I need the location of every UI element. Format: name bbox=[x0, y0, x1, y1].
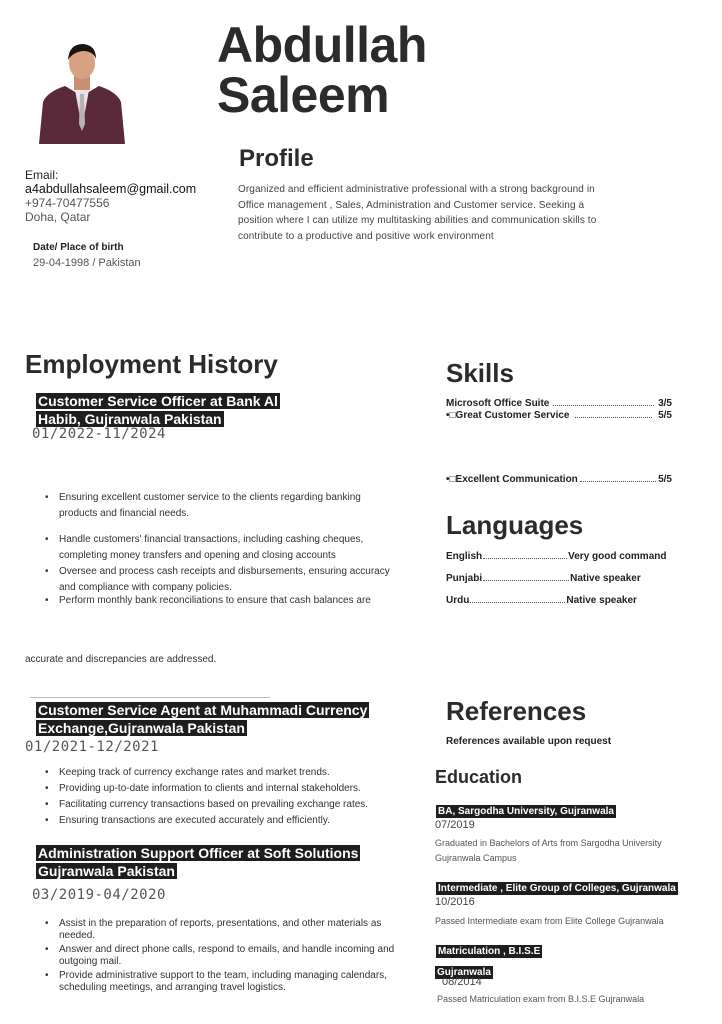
skill-name: •□Great Customer Service bbox=[446, 410, 570, 421]
email-address[interactable]: a4abdullahsaleem@gmail.com bbox=[25, 182, 197, 196]
job-title-1 bbox=[36, 393, 326, 429]
job-bullets-1 bbox=[45, 490, 400, 609]
job-bullet: • Perform monthly bank reconciliations to ensure that cash balances are bbox=[45, 593, 400, 609]
profile-line: position where I can utilize my multitasking abilities and communication skills to bbox=[238, 215, 597, 226]
employment-heading: Employment History bbox=[25, 349, 278, 379]
education-title: Gujranwala bbox=[437, 967, 491, 978]
language-row bbox=[446, 595, 672, 606]
language-level: Very good command bbox=[568, 551, 667, 562]
job-title-line: Gujranwala Pakistan bbox=[38, 863, 175, 879]
job-bullets-3 bbox=[45, 918, 415, 996]
job-bullet: • Oversee and process cash receipts and disbursements, ensuring accuracy and compliance with company policies. bbox=[45, 564, 400, 596]
language-name: Punjabi bbox=[446, 573, 483, 584]
job-title-line: Administration Support Officer at Soft Solutions bbox=[38, 845, 359, 861]
skill-name: Microsoft Office Suite bbox=[446, 398, 550, 409]
contact-info bbox=[25, 168, 196, 224]
profile-heading: Profile bbox=[239, 145, 314, 172]
skill-score: 5/5 bbox=[658, 410, 672, 421]
skill-row bbox=[446, 474, 672, 485]
dob-label: Date/ Place of birth bbox=[33, 242, 124, 253]
profile-summary bbox=[238, 182, 658, 244]
education-date: 08/2014 bbox=[442, 976, 482, 988]
job-bullet: • Providing up-to-date information to clients and internal stakeholders. bbox=[45, 781, 425, 797]
job-bullet: • Handle customers' financial transactions, including cashing cheques, completing money transfers and opening and closing accounts bbox=[45, 532, 400, 564]
education-heading: Education bbox=[435, 767, 523, 787]
profile-line: contribute to a productive and positive work environment bbox=[238, 230, 494, 242]
job-bullet: • Provide administrative support to the team, including managing calendars, scheduling meetings, and arranging travel logistics. bbox=[45, 970, 415, 994]
education-desc-line: Passed Matriculation exam from B.I.S.E Gujranwala bbox=[437, 994, 645, 1004]
first-name: Abdullah bbox=[217, 17, 427, 73]
job-bullet: • Facilitating currency transactions based on prevailing exchange rates. bbox=[45, 797, 425, 813]
job-dates-3: 03/2019-04/2020 bbox=[32, 887, 166, 903]
job-title-line: Customer Service Agent at Muhammadi Currency bbox=[38, 702, 368, 718]
job-title-line: Exchange,Gujranwala Pakistan bbox=[38, 720, 245, 736]
profile-line: Office management , Sales, Administration and Customer service. Seeking a bbox=[238, 199, 585, 211]
profile-line: Organized and efficient administrative professional with a strong background in bbox=[238, 184, 595, 195]
education-item bbox=[436, 801, 616, 819]
job-title-2 bbox=[36, 702, 416, 738]
job-bullet: • Assist in the preparation of reports, presentations, and other materials as needed. bbox=[45, 918, 415, 942]
education-desc-line: Passed Intermediate exam from Elite College Gujranwala bbox=[435, 916, 664, 926]
education-title: Intermediate , Elite Group of Colleges, Gujranwala bbox=[438, 883, 676, 894]
education-desc bbox=[437, 992, 644, 1007]
references-heading: References bbox=[446, 696, 587, 726]
skill-row bbox=[446, 398, 672, 409]
person-photo-icon bbox=[37, 36, 127, 144]
job-bullet: • Answer and direct phone calls, respond to emails, and handle incoming and outgoing mail. bbox=[45, 944, 415, 968]
education-item bbox=[436, 941, 542, 980]
job-title-line: Customer Service Officer at Bank Al bbox=[38, 393, 278, 409]
location: Doha, Qatar bbox=[25, 210, 91, 224]
job-dates-2: 01/2021-12/2021 bbox=[25, 739, 159, 755]
education-date: 07/2019 bbox=[435, 819, 475, 831]
separator-line bbox=[30, 697, 270, 698]
dot-leader bbox=[580, 474, 656, 482]
skill-name: •□Excellent Communication bbox=[446, 474, 578, 485]
education-desc bbox=[435, 914, 664, 929]
education-desc bbox=[435, 836, 662, 866]
job-title-line: Habib, Gujranwala Pakistan bbox=[38, 411, 222, 427]
dot-leader bbox=[553, 398, 654, 406]
profile-photo bbox=[37, 36, 127, 144]
education-date: 10/2016 bbox=[435, 896, 475, 908]
skill-score: 3/5 bbox=[658, 398, 672, 409]
education-title: BA, Sargodha University, Gujranwala bbox=[438, 806, 614, 817]
dot-leader bbox=[575, 410, 652, 418]
birth-info bbox=[33, 242, 141, 269]
dot-leader bbox=[483, 551, 567, 559]
education-item bbox=[436, 878, 678, 896]
education-desc-line: Graduated in Bachelors of Arts from Sargodha University bbox=[435, 838, 662, 848]
references-text: References available upon request bbox=[446, 736, 612, 747]
language-row bbox=[446, 551, 672, 562]
job-bullets-2 bbox=[45, 765, 425, 829]
dot-leader bbox=[470, 595, 565, 603]
name-heading bbox=[217, 17, 427, 123]
education-title: Matriculation , B.I.S.E bbox=[438, 946, 541, 957]
languages-heading: Languages bbox=[446, 510, 584, 540]
dob-value: 29-04-1998 / Pakistan bbox=[33, 257, 141, 269]
skills-heading: Skills bbox=[446, 358, 514, 388]
job-bullet-tail: accurate and discrepancies are addressed. bbox=[25, 654, 217, 665]
language-row bbox=[446, 573, 672, 584]
job-dates-1: 01/2022-11/2024 bbox=[32, 426, 166, 442]
language-level: Native speaker bbox=[570, 573, 641, 584]
education-desc-line: Gujranwala Campus bbox=[435, 853, 517, 863]
language-level: Native speaker bbox=[566, 595, 637, 606]
phone-number: +974-70477556 bbox=[25, 196, 110, 210]
job-bullet: • Keeping track of currency exchange rates and market trends. bbox=[45, 765, 425, 781]
skill-row bbox=[446, 410, 672, 421]
job-title-3 bbox=[36, 845, 416, 881]
last-name: Saleem bbox=[217, 67, 390, 123]
job-bullet: • Ensuring transactions are executed accurately and efficiently. bbox=[45, 813, 425, 829]
skill-score: 5/5 bbox=[658, 474, 672, 485]
dot-leader bbox=[483, 573, 569, 581]
language-name: Urdu bbox=[446, 595, 470, 606]
job-bullet: • Ensuring excellent customer service to the clients regarding banking products and financial needs. bbox=[45, 490, 400, 522]
language-name: English bbox=[446, 551, 483, 562]
email-label: Email: bbox=[25, 168, 59, 182]
